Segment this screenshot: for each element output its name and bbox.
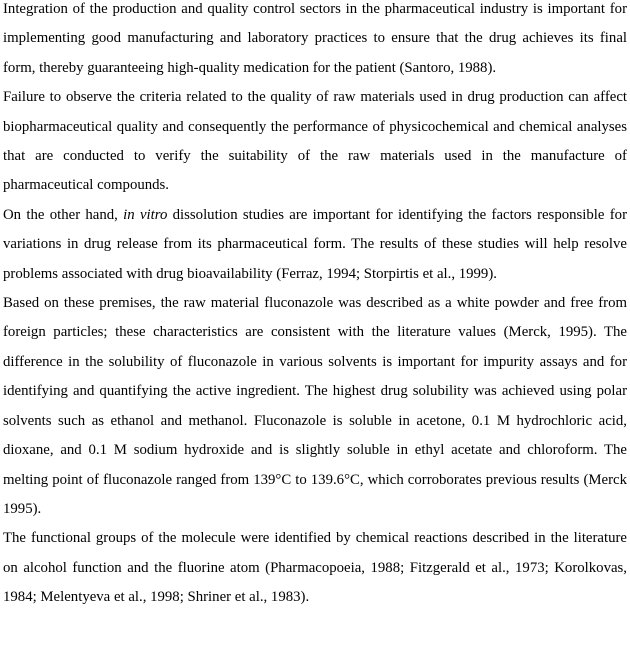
in-vitro-term: in vitro [123,206,168,223]
paragraph-dissolution-studies [3,201,627,289]
paragraph-fluconazole-properties: Based on these premises, the raw material fluconazole was described as a white powder and free from foreign particles; these characteristics are consistent with the literature values (Merck, 1995). The difference in the solubility of fluconazole in various solvents is important for impurity assays and for identifying and quantifying the active ingredient. The highest drug solubility was achieved using polar solvents such as ethanol and methanol. Fluconazole is soluble in acetone, 0.1 M hydrochloric acid, dioxane, and 0.1 M sodium hydroxide and is slightly soluble in ethyl acetate and chloroform. The melting point of fluconazole ranged from 139°C to 139.6°C, which corroborates previous results (Merck 1995). [3,295,627,517]
document-body [3,0,627,613]
paragraph-raw-material-quality: Failure to observe the criteria related to the quality of raw materials used in drug production can affect biopharmaceutical quality and consequently the performance of physicochemical and chemical analyses that are conducted to verify the suitability of the raw materials used in the manufacture of pharmaceutical compounds. [3,89,627,194]
dissolution-text-after: dissolution studies are important for identifying the factors responsible for variations in drug release from its pharmaceutical form. The results of these studies will help resolve problems associated with drug bioavailability (Ferraz, 1994; Storpirtis et al., 1999). [3,206,627,282]
paragraph-gmp-integration: Integration of the production and quality control sectors in the pharmaceutical industry is important for implementing good manufacturing and laboratory practices to ensure that the drug achieves its final form, thereby guaranteeing high-quality medication for the patient (Santoro, 1988). [3,1,627,76]
dissolution-text-before: On the other hand, [3,206,124,223]
paragraph-functional-groups: The functional groups of the molecule were identified by chemical reactions described in the literature on alcohol function and the fluorine atom (Pharmacopoeia, 1988; Fitzgerald et al., 1973; Korolkovas, 1984; Melentyeva et al., 1998; Shriner et al., 1983). [3,530,627,606]
